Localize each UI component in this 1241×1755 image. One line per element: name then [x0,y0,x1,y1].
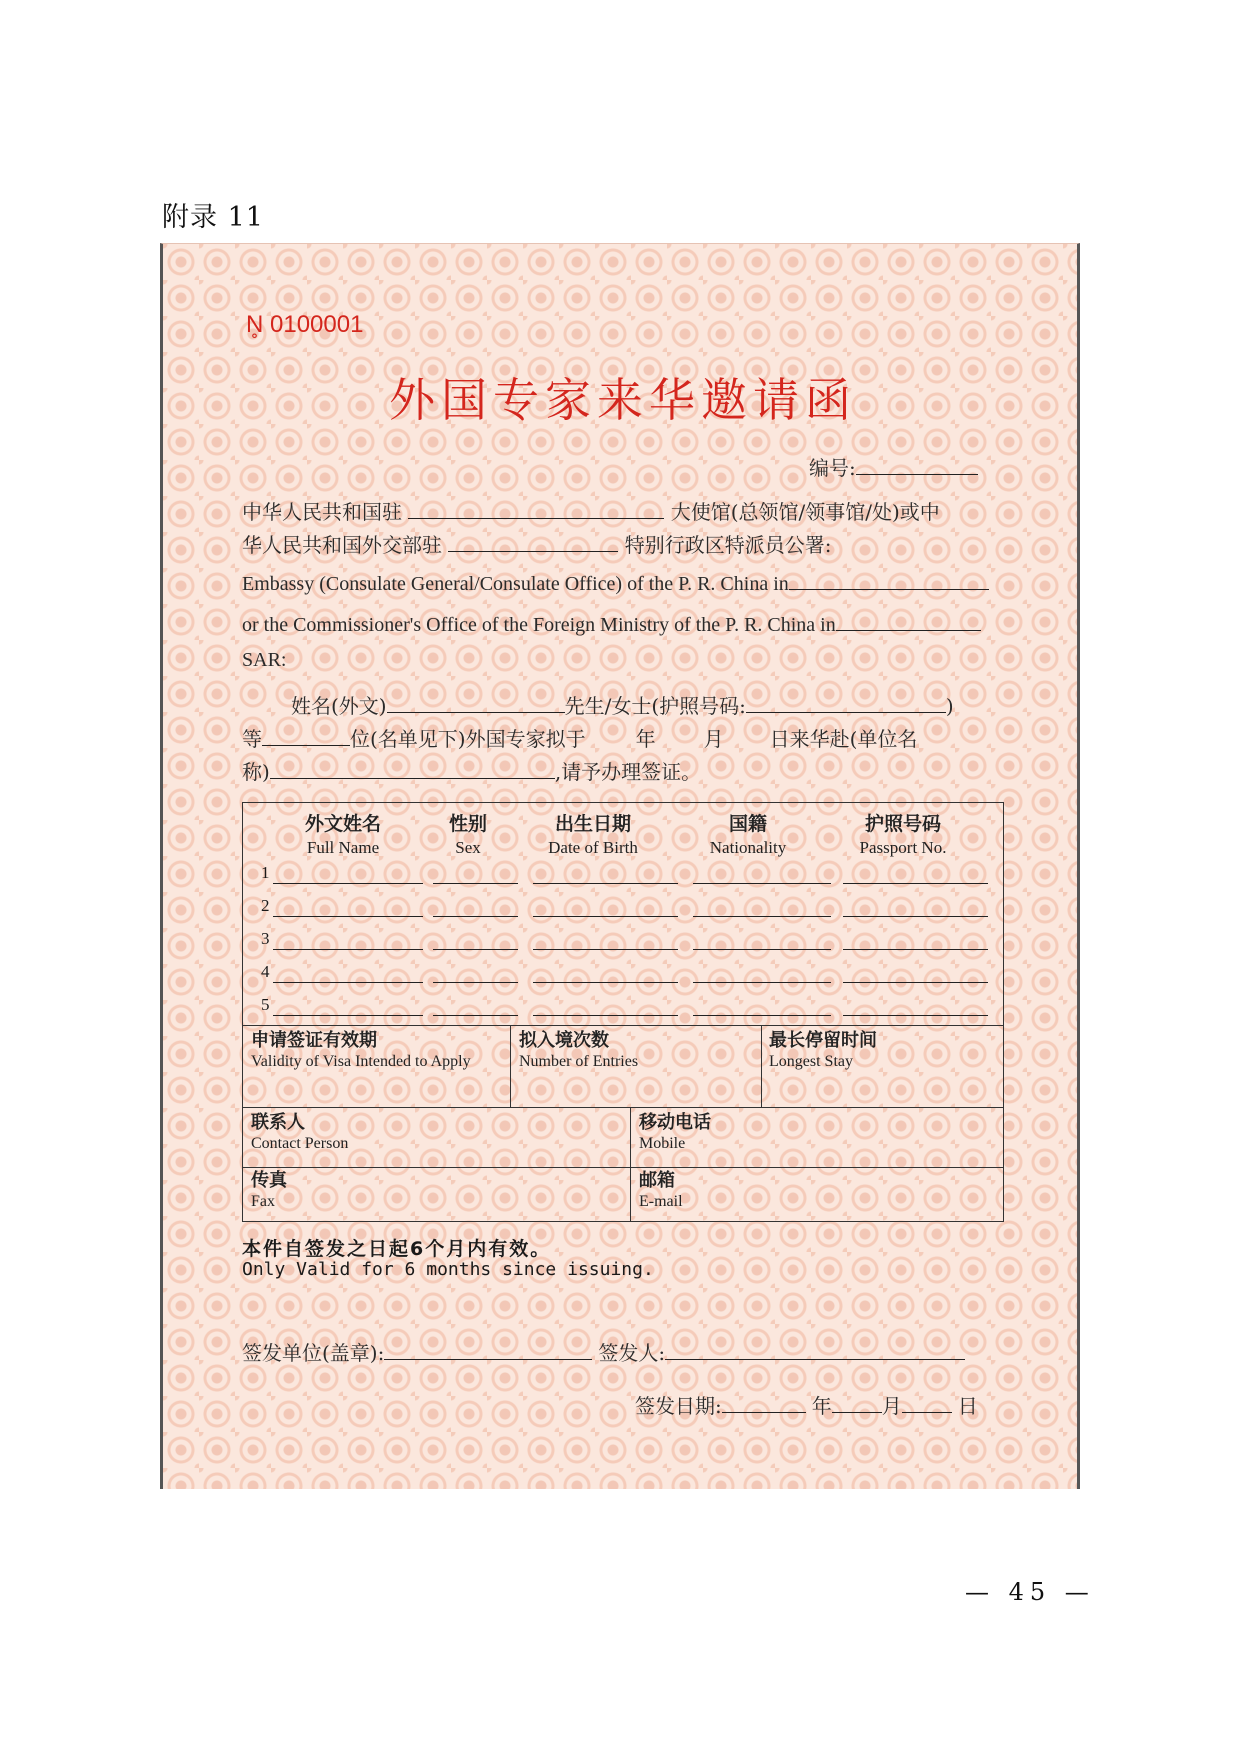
embassy-city-blank[interactable] [408,496,664,519]
body-1a: 姓名(外文) [291,694,387,718]
addressee-cn-line2 [242,529,831,558]
visa-validity-cn: 申请签证有效期 [251,1030,377,1051]
issuer-unit-blank[interactable] [384,1337,592,1360]
row-blank[interactable] [273,1015,423,1016]
entries-en: Number of Entries [519,1053,639,1071]
row-blank[interactable] [693,982,831,983]
row-number: 1 [261,863,270,882]
letter-title: 外国专家来华邀请函 [389,373,857,427]
addressee-en-2: or the Commissioner's Office of the Foreign Ministry of the P. R. China in [242,614,836,636]
issue-year-blank[interactable] [722,1390,806,1413]
visa-validity-en: Validity of Visa Intended to Apply [251,1053,471,1071]
divider [630,1107,631,1221]
body-2c: 年 [635,727,656,751]
col-sex-cn: 性别 [448,813,487,835]
divider [243,1167,1003,1168]
col-full-name-cn: 外文姓名 [304,813,381,835]
body-1b: 先生/女士(护照号码: [564,694,746,718]
body-line3 [242,756,701,785]
issue-month-blank[interactable] [832,1390,882,1413]
entries-cell[interactable] [519,1029,638,1073]
row-blank[interactable] [693,916,831,917]
validity-note-cn: 本件自签发之日起6个月内有效。 [242,1238,552,1260]
serial-number: N̥ 0100001 [246,311,364,338]
addressee-cn-1a: 中华人民共和国驻 [242,500,402,524]
validity-note-en: Only Valid for 6 months since issuing. [242,1259,654,1280]
col-dob-cn: 出生日期 [554,813,631,835]
addressee-en-line1 [242,567,989,596]
body-2b: 位(名单见下)外国专家拟于 [350,727,586,751]
divider [243,1025,1003,1026]
col-passport-cn: 护照号码 [864,813,941,835]
contact-person-cn: 联系人 [251,1112,305,1133]
col-nationality-cn: 国籍 [728,813,767,835]
mobile-en: Mobile [639,1135,686,1153]
issue-month-label: 月 [881,1394,902,1418]
addressee-cn-line1 [242,496,940,525]
issue-year-label: 年 [811,1394,832,1418]
row-number: 3 [261,929,270,948]
body-2d: 月 [703,727,724,751]
col-passport [828,813,978,858]
row-blank[interactable] [693,949,831,950]
fax-cell[interactable] [251,1169,287,1213]
addressee-cn-2a: 华人民共和国外交部驻 [242,533,442,557]
issue-day-blank[interactable] [902,1390,952,1413]
sar-blank[interactable] [448,529,618,552]
appendix-label: 附录 11 [162,202,264,233]
row-blank[interactable] [693,1015,831,1016]
addressee-cn-2b: 特别行政区特派员公署: [624,533,832,557]
row-number: 4 [261,962,270,981]
issue-date-line [635,1390,978,1419]
page-number: — 45 — [965,1578,1095,1606]
issuer-blank[interactable] [665,1337,965,1360]
row-blank[interactable] [273,916,423,917]
body-line1 [291,690,954,719]
fax-cn: 传真 [251,1170,287,1191]
addressee-cn-1b: 大使馆(总领馆/领事馆/处)或中 [670,500,940,524]
email-cn: 邮箱 [639,1170,675,1191]
visa-validity-cell[interactable] [251,1029,471,1073]
col-nationality [683,813,813,858]
row-blank[interactable] [273,883,423,884]
col-full-name [283,813,403,858]
row-blank[interactable] [433,916,518,917]
addressee-en-1: Embassy (Consulate General/Consulate Office) of the P. R. China in [242,573,789,595]
longest-stay-en: Longest Stay [769,1053,853,1071]
body-2e: 日来华赴(单位名 [769,727,918,751]
row-blank[interactable] [843,916,988,917]
expert-table [242,802,1004,1222]
foreign-name-blank[interactable] [387,690,565,713]
passport-blank[interactable] [746,690,946,713]
row-blank[interactable] [533,916,678,917]
row-number: 2 [261,896,270,915]
row-blank[interactable] [533,883,678,884]
row-blank[interactable] [273,949,423,950]
col-full-name-en: Full Name [306,837,380,857]
body-3a: 称) [242,760,270,784]
divider [761,1025,762,1107]
row-blank[interactable] [843,1015,988,1016]
longest-stay-cn: 最长停留时间 [769,1030,877,1051]
fax-en: Fax [251,1193,275,1211]
col-dob [528,813,658,858]
issuer-unit-label: 签发单位(盖章): [242,1341,385,1365]
divider [510,1025,511,1107]
mobile-cn: 移动电话 [639,1112,711,1133]
row-blank[interactable] [433,982,518,983]
longest-stay-cell[interactable] [769,1029,877,1073]
email-en: E-mail [639,1193,683,1211]
count-blank[interactable] [262,723,350,746]
row-blank[interactable] [533,1015,678,1016]
row-blank[interactable] [533,949,678,950]
row-blank[interactable] [273,982,423,983]
row-number: 5 [261,995,270,1014]
unit-name-blank[interactable] [270,756,555,779]
email-cell[interactable] [639,1169,683,1213]
row-blank[interactable] [533,982,678,983]
embassy-en-blank[interactable] [789,567,989,590]
row-blank[interactable] [433,1015,518,1016]
issuer-label: 签发人: [598,1341,666,1365]
row-blank[interactable] [843,883,988,884]
col-nationality-en: Nationality [709,837,787,857]
row-blank[interactable] [693,883,831,884]
body-2a: 等 [242,727,262,751]
body-3b: ,请予办理签证。 [554,760,702,784]
row-blank[interactable] [843,949,988,950]
entries-cn: 拟入境次数 [519,1030,609,1051]
signature-line [242,1337,965,1366]
number-field [809,452,978,481]
issue-day-label: 日 [957,1394,978,1418]
contact-person-en: Contact Person [251,1135,349,1153]
col-sex [423,813,513,858]
commissioner-en-blank[interactable] [836,608,981,631]
invitation-letter [160,243,1080,1489]
number-label: 编号: [809,456,856,480]
addressee-en-line2 [242,608,981,637]
row-blank[interactable] [433,949,518,950]
row-blank[interactable] [843,982,988,983]
col-sex-en: Sex [455,837,481,857]
col-passport-en: Passport No. [859,837,947,857]
divider [243,1107,1003,1108]
issue-date-label: 签发日期: [635,1394,722,1418]
row-blank[interactable] [433,883,518,884]
body-1c: ) [945,694,954,718]
mobile-cell[interactable] [639,1111,711,1155]
number-blank[interactable] [856,452,978,475]
contact-person-cell[interactable] [251,1111,348,1155]
col-dob-en: Date of Birth [548,837,638,857]
addressee-en-line3: SAR: [242,649,287,671]
body-line2 [242,723,917,752]
